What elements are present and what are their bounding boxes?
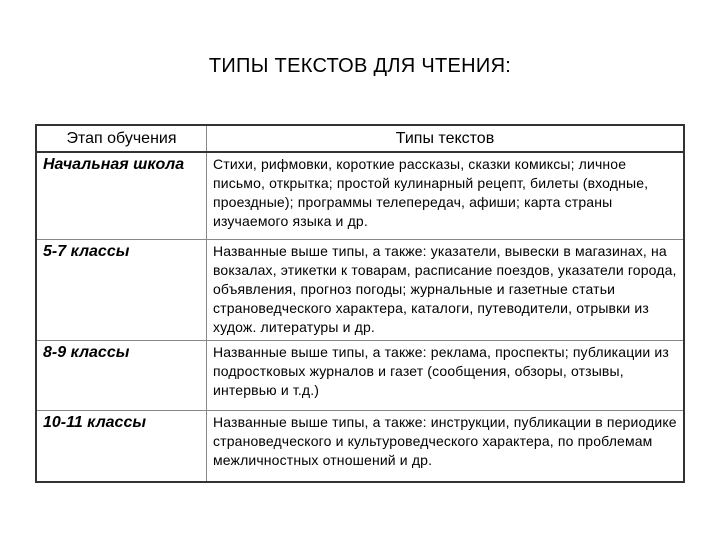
types-cell: Названные выше типы, а также: реклама, проспекты; публикации из подростковых журналов и газет (сообщения, обзоры, отзывы, интервью и т.д.) [207,340,685,410]
table-header-row [36,125,684,152]
stage-cell: Начальная школа [36,152,207,239]
reading-types-table [35,124,685,483]
types-cell: Стихи, рифмовки, короткие рассказы, сказки комиксы; личное письмо, открытка; простой кулинарный рецепт, билеты (входные, проездные); программы телепередач, афиши; карта страны изучаемого языка и др. [207,152,685,239]
table-row [36,152,684,239]
table-row [36,410,684,482]
stage-cell: 5-7 классы [36,239,207,340]
types-cell: Названные выше типы, а также: инструкции, публикации в периодике страноведческого и культуроведческого характера, по проблемам межличностных отношений и др. [207,410,685,482]
table-row [36,340,684,410]
column-header-stage: Этап обучения [36,125,207,152]
stage-cell: 10-11 классы [36,410,207,482]
stage-cell: 8-9 классы [36,340,207,410]
page-title: ТИПЫ ТЕКСТОВ ДЛЯ ЧТЕНИЯ: [208,55,512,77]
column-header-types: Типы текстов [207,125,685,152]
table-row [36,239,684,340]
types-cell: Названные выше типы, а также: указатели, вывески в магазинах, на вокзалах, этикетки к товарам, расписание поездов, указатели города, объявления, прогноз погоды; журнальные и газетные статьи страноведческого характера, каталоги, путеводители, отрывки из худож. литературы и др. [207,239,685,340]
